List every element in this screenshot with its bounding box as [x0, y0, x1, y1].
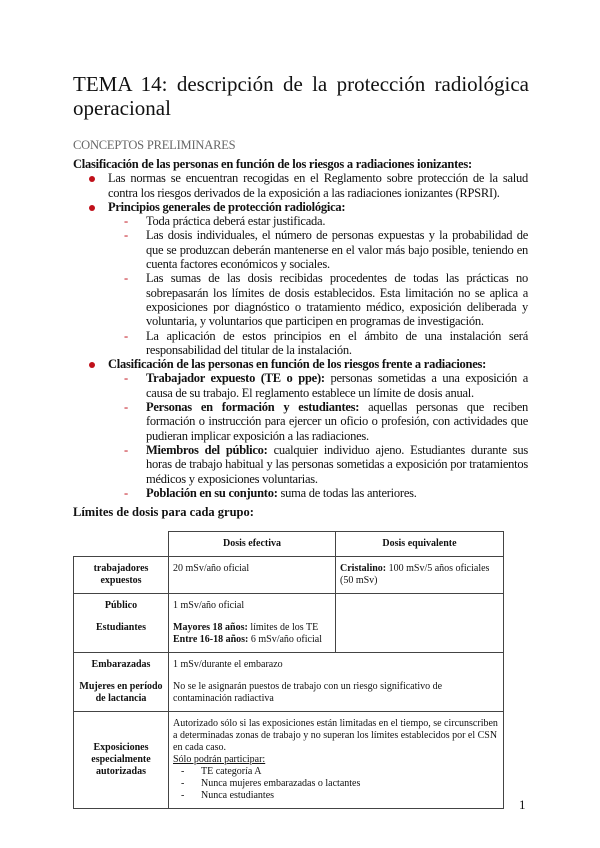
definition: cualquier individuo ajeno. Estudiantes durante sus horas de trabajo habitual y las personas sometidas a exposición por tratamientos médicos y exposiciones voluntarias.	[146, 442, 528, 486]
body-text	[73, 157, 528, 500]
term: Entre 16-18 años:	[173, 634, 249, 645]
table-row	[74, 712, 504, 809]
term: Miembros del público:	[146, 442, 268, 457]
term: Personas en formación y estudiantes:	[146, 400, 360, 415]
term: Población en su conjunto:	[146, 485, 278, 500]
value: 100 mSv/5 años oficiales (50 mSv)	[340, 563, 490, 586]
list-item	[146, 400, 528, 443]
label: Mujeres en período de lactancia	[79, 681, 163, 704]
subheading	[173, 754, 499, 766]
list-item: - Toda práctica deberá estar justificada.	[146, 214, 528, 228]
definition: suma de todas las anteriores.	[277, 485, 417, 500]
list-item	[146, 486, 528, 500]
heading-classification: Clasificación de las personas en función de los riesgos a radiaciones ionizantes:	[73, 157, 472, 171]
bullet-rpsri: Las normas se encuentran recogidas en el Reglamento sobre protección de la salud contra los riesgos derivados de la exposición a las radiaciones ionizantes (RPSRI).	[108, 171, 528, 200]
list-item: - Las dosis individuales, el número de personas expuestas y la probabilidad de que se produzcan deberán mantenerse en el valor más bajo posible, teniendo en cuenta factores económicos y sociales.	[146, 228, 528, 271]
list-item: - Las sumas de las dosis recibidas procedentes de todas las prácticas no sobrepasarán los límites de dosis establecidos. Esta limitación no se aplica a exposiciones por diagnóstico o tratamiento médico, exposición deliberada y voluntaria, y voluntarios que participen en programas de investigación.	[146, 271, 528, 328]
section-heading: CONCEPTOS PRELIMINARES	[73, 138, 236, 152]
dose-limits-table	[73, 531, 504, 809]
value: Autorizado sólo si las exposiciones están limitadas en el tiempo, se circunscriben a determinadas zonas de trabajo y no superan los límites establecidos por el CSN en cada caso.	[173, 718, 498, 753]
empty-cell	[336, 594, 504, 653]
header-equivalent-dose: Dosis equivalente	[336, 532, 504, 557]
cell: 20 mSv/año oficial	[169, 557, 336, 594]
value: No se le asignarán puestos de trabajo con un riesgo significativo de contaminación radiactiva	[173, 681, 443, 704]
row-label	[74, 653, 169, 712]
list-item: - Nunca mujeres embarazadas o lactantes	[201, 778, 499, 790]
list-item: - TE categoría A	[201, 766, 499, 778]
cell	[169, 594, 336, 653]
list-item	[146, 371, 528, 400]
row-label	[74, 594, 169, 653]
term: Trabajador expuesto (TE o ppe):	[146, 371, 325, 386]
value: 6 mSv/año oficial	[248, 634, 322, 645]
term: Cristalino:	[340, 563, 387, 574]
sub-label: Sólo podrán participar:	[173, 754, 266, 765]
term: Mayores 18 años:	[173, 622, 248, 633]
cell	[169, 712, 504, 809]
list-item: - La aplicación de estos principios en el ámbito de una instalación será responsabilidad del titular de la instalación.	[146, 329, 528, 358]
list-item	[146, 443, 528, 486]
value: 1 mSv/durante el embarazo	[173, 659, 283, 670]
classification-title: Clasificación de las personas en función de los riesgos frente a radiaciones:	[108, 357, 487, 372]
header-effective-dose: Dosis efectiva	[169, 532, 336, 557]
bullet-classification	[108, 357, 528, 500]
table-row	[74, 557, 504, 594]
value	[173, 622, 331, 634]
label: Embarazadas	[91, 659, 151, 670]
value: 1 mSv/año oficial	[173, 600, 245, 611]
page-number: 1	[519, 797, 526, 812]
bullet-list	[73, 171, 528, 500]
table-row	[74, 653, 504, 712]
row-label: Exposiciones especialmente autorizadas	[74, 712, 169, 809]
table-row	[74, 594, 504, 653]
label: Público	[104, 600, 138, 611]
definition: aquellas personas que reciben formación o instrucción para ejercer un oficio o profesión, con actividades que pudieran implicar exposición a las radiaciones.	[146, 400, 528, 443]
limits-heading: Límites de dosis para cada grupo:	[73, 505, 254, 519]
principles-title: Principios generales de protección radiológica:	[108, 199, 346, 214]
list-item: - Nunca estudiantes	[201, 790, 499, 802]
row-label: trabajadores expuestos	[74, 557, 169, 594]
value: límites de los TE	[247, 622, 319, 633]
cell	[336, 557, 504, 594]
definition: personas sometidas a una exposición a causa de su trabajo. El reglamento establece un límite de dosis anual.	[146, 371, 528, 400]
page-title: TEMA 14: descripción de la protección radiológica operacional	[73, 72, 529, 120]
bullet-principles	[108, 200, 528, 357]
table-header-row	[74, 532, 504, 557]
empty-header-cell	[74, 532, 169, 557]
label: Estudiantes	[95, 622, 146, 633]
cell	[169, 653, 504, 712]
value	[173, 634, 331, 646]
